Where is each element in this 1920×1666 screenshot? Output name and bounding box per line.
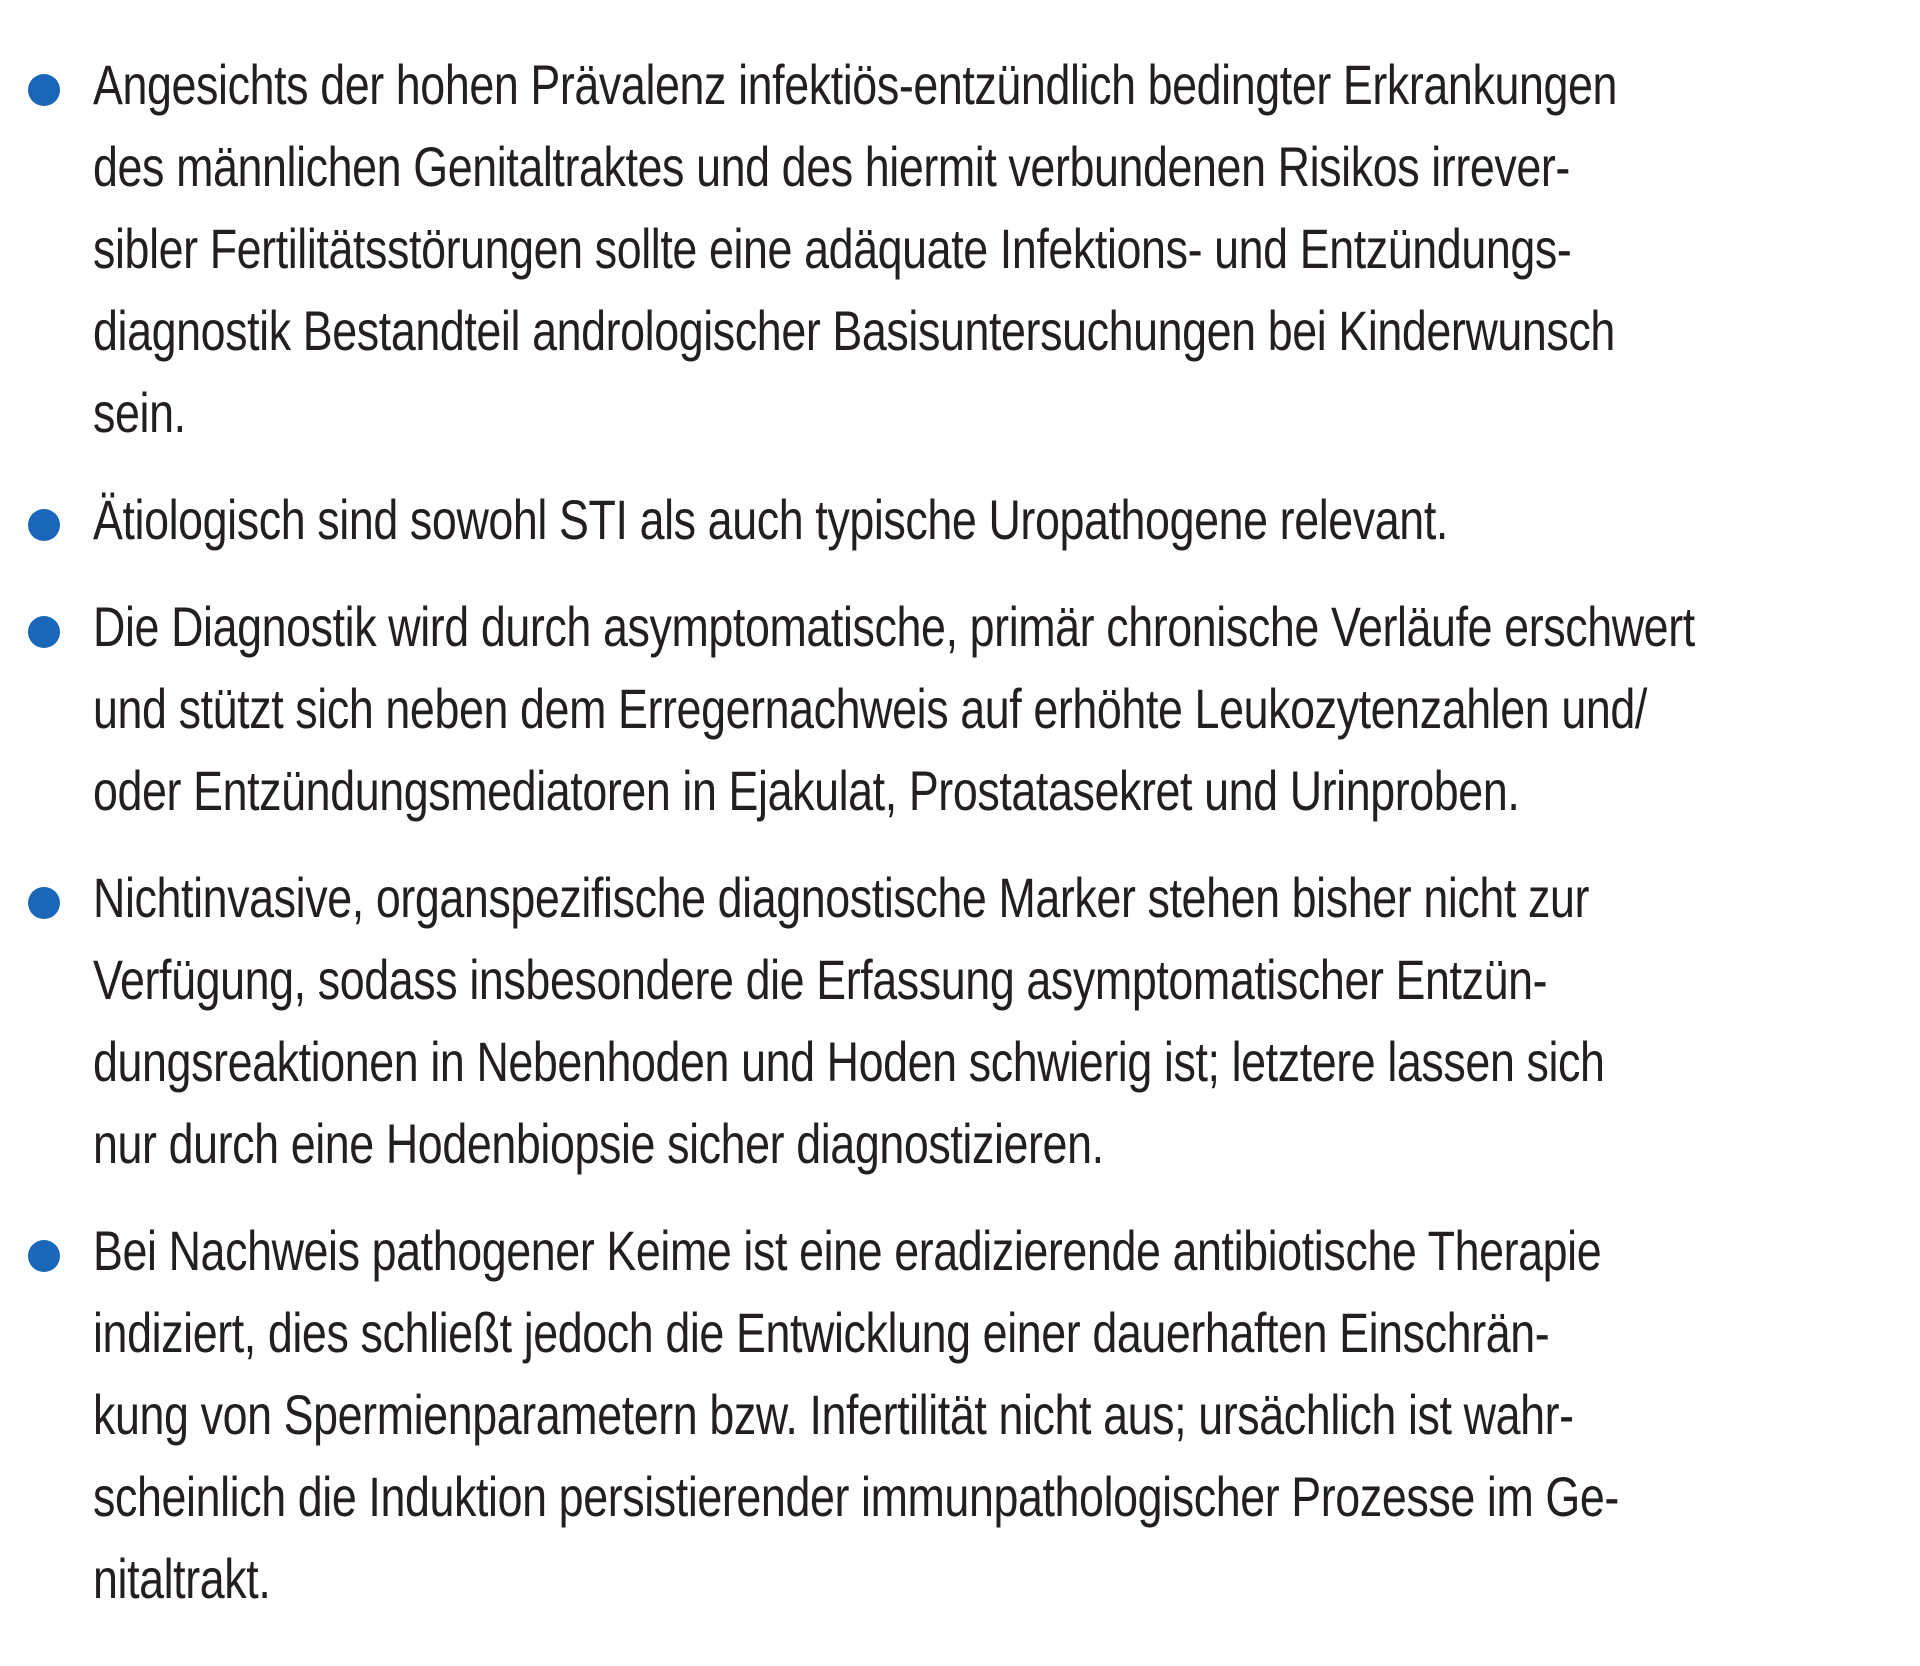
bullet-dot-icon [28, 509, 60, 541]
bullet-text-line: sein. [93, 381, 186, 444]
bullet-text-line: Nichtinvasive, organspezifische diagnostische Marker stehen bisher nicht zur [93, 866, 1590, 929]
bullet-text-line: des männlichen Genitaltraktes und des hiermit verbundenen Risikos irrever- [93, 135, 1570, 198]
bullet-text-line: indiziert, dies schließt jedoch die Entwicklung einer dauerhaften Einschrän- [93, 1301, 1550, 1364]
bullet-text-line: sibler Fertilitätsstörungen sollte eine adäquate Infektions- und Entzündungs- [93, 217, 1572, 280]
bullet-text-line: kung von Spermienparametern bzw. Infertilität nicht aus; ursächlich ist wahr- [93, 1383, 1574, 1446]
bullet-text-line: Bei Nachweis pathogener Keime ist eine eradizierende antibiotische Therapie [93, 1219, 1602, 1282]
bullet-item-1 [0, 44, 1903, 454]
bullet-text-line: dungsreaktionen in Nebenhoden und Hoden schwierig ist; letztere lassen sich [93, 1030, 1605, 1093]
bullet-text-line: diagnostik Bestandteil andrologischer Basisuntersuchungen bei Kinderwunsch [93, 299, 1615, 362]
bullet-text-line: Ätiologisch sind sowohl STI als auch typische Uropathogene relevant. [93, 488, 1448, 551]
bullet-text-line: nitaltrakt. [93, 1547, 271, 1610]
bullet-item-2 [0, 479, 1903, 561]
bullet-item-5 [0, 1210, 1903, 1620]
bullet-text-line: nur durch eine Hodenbiopsie sicher diagnostizieren. [93, 1112, 1104, 1175]
bullet-text-line: Angesichts der hohen Prävalenz infektiös-entzündlich bedingter Erkrankungen [93, 53, 1618, 116]
bullet-text-line: und stützt sich neben dem Erregernachweis auf erhöhte Leukozytenzahlen und/ [93, 677, 1647, 740]
bullet-dot-icon [28, 887, 60, 919]
bullet-text-line: Verfügung, sodass insbesondere die Erfassung asymptomatischer Entzün- [93, 948, 1548, 1011]
bullet-item-3 [0, 586, 1903, 832]
bullet-item-4 [0, 857, 1903, 1185]
bullet-text-line: scheinlich die Induktion persistierender immunpathologischer Prozesse im Ge- [93, 1465, 1619, 1528]
bullet-text-line: oder Entzündungsmediatoren in Ejakulat, Prostatasekret und Urinproben. [93, 759, 1520, 822]
summary-bullet-list [0, 44, 1920, 1620]
bullet-dot-icon [28, 1240, 60, 1272]
bullet-text-line: Die Diagnostik wird durch asymptomatische, primär chronische Verläufe erschwert [93, 595, 1695, 658]
bullet-dot-icon [28, 74, 60, 106]
bullet-dot-icon [28, 616, 60, 648]
